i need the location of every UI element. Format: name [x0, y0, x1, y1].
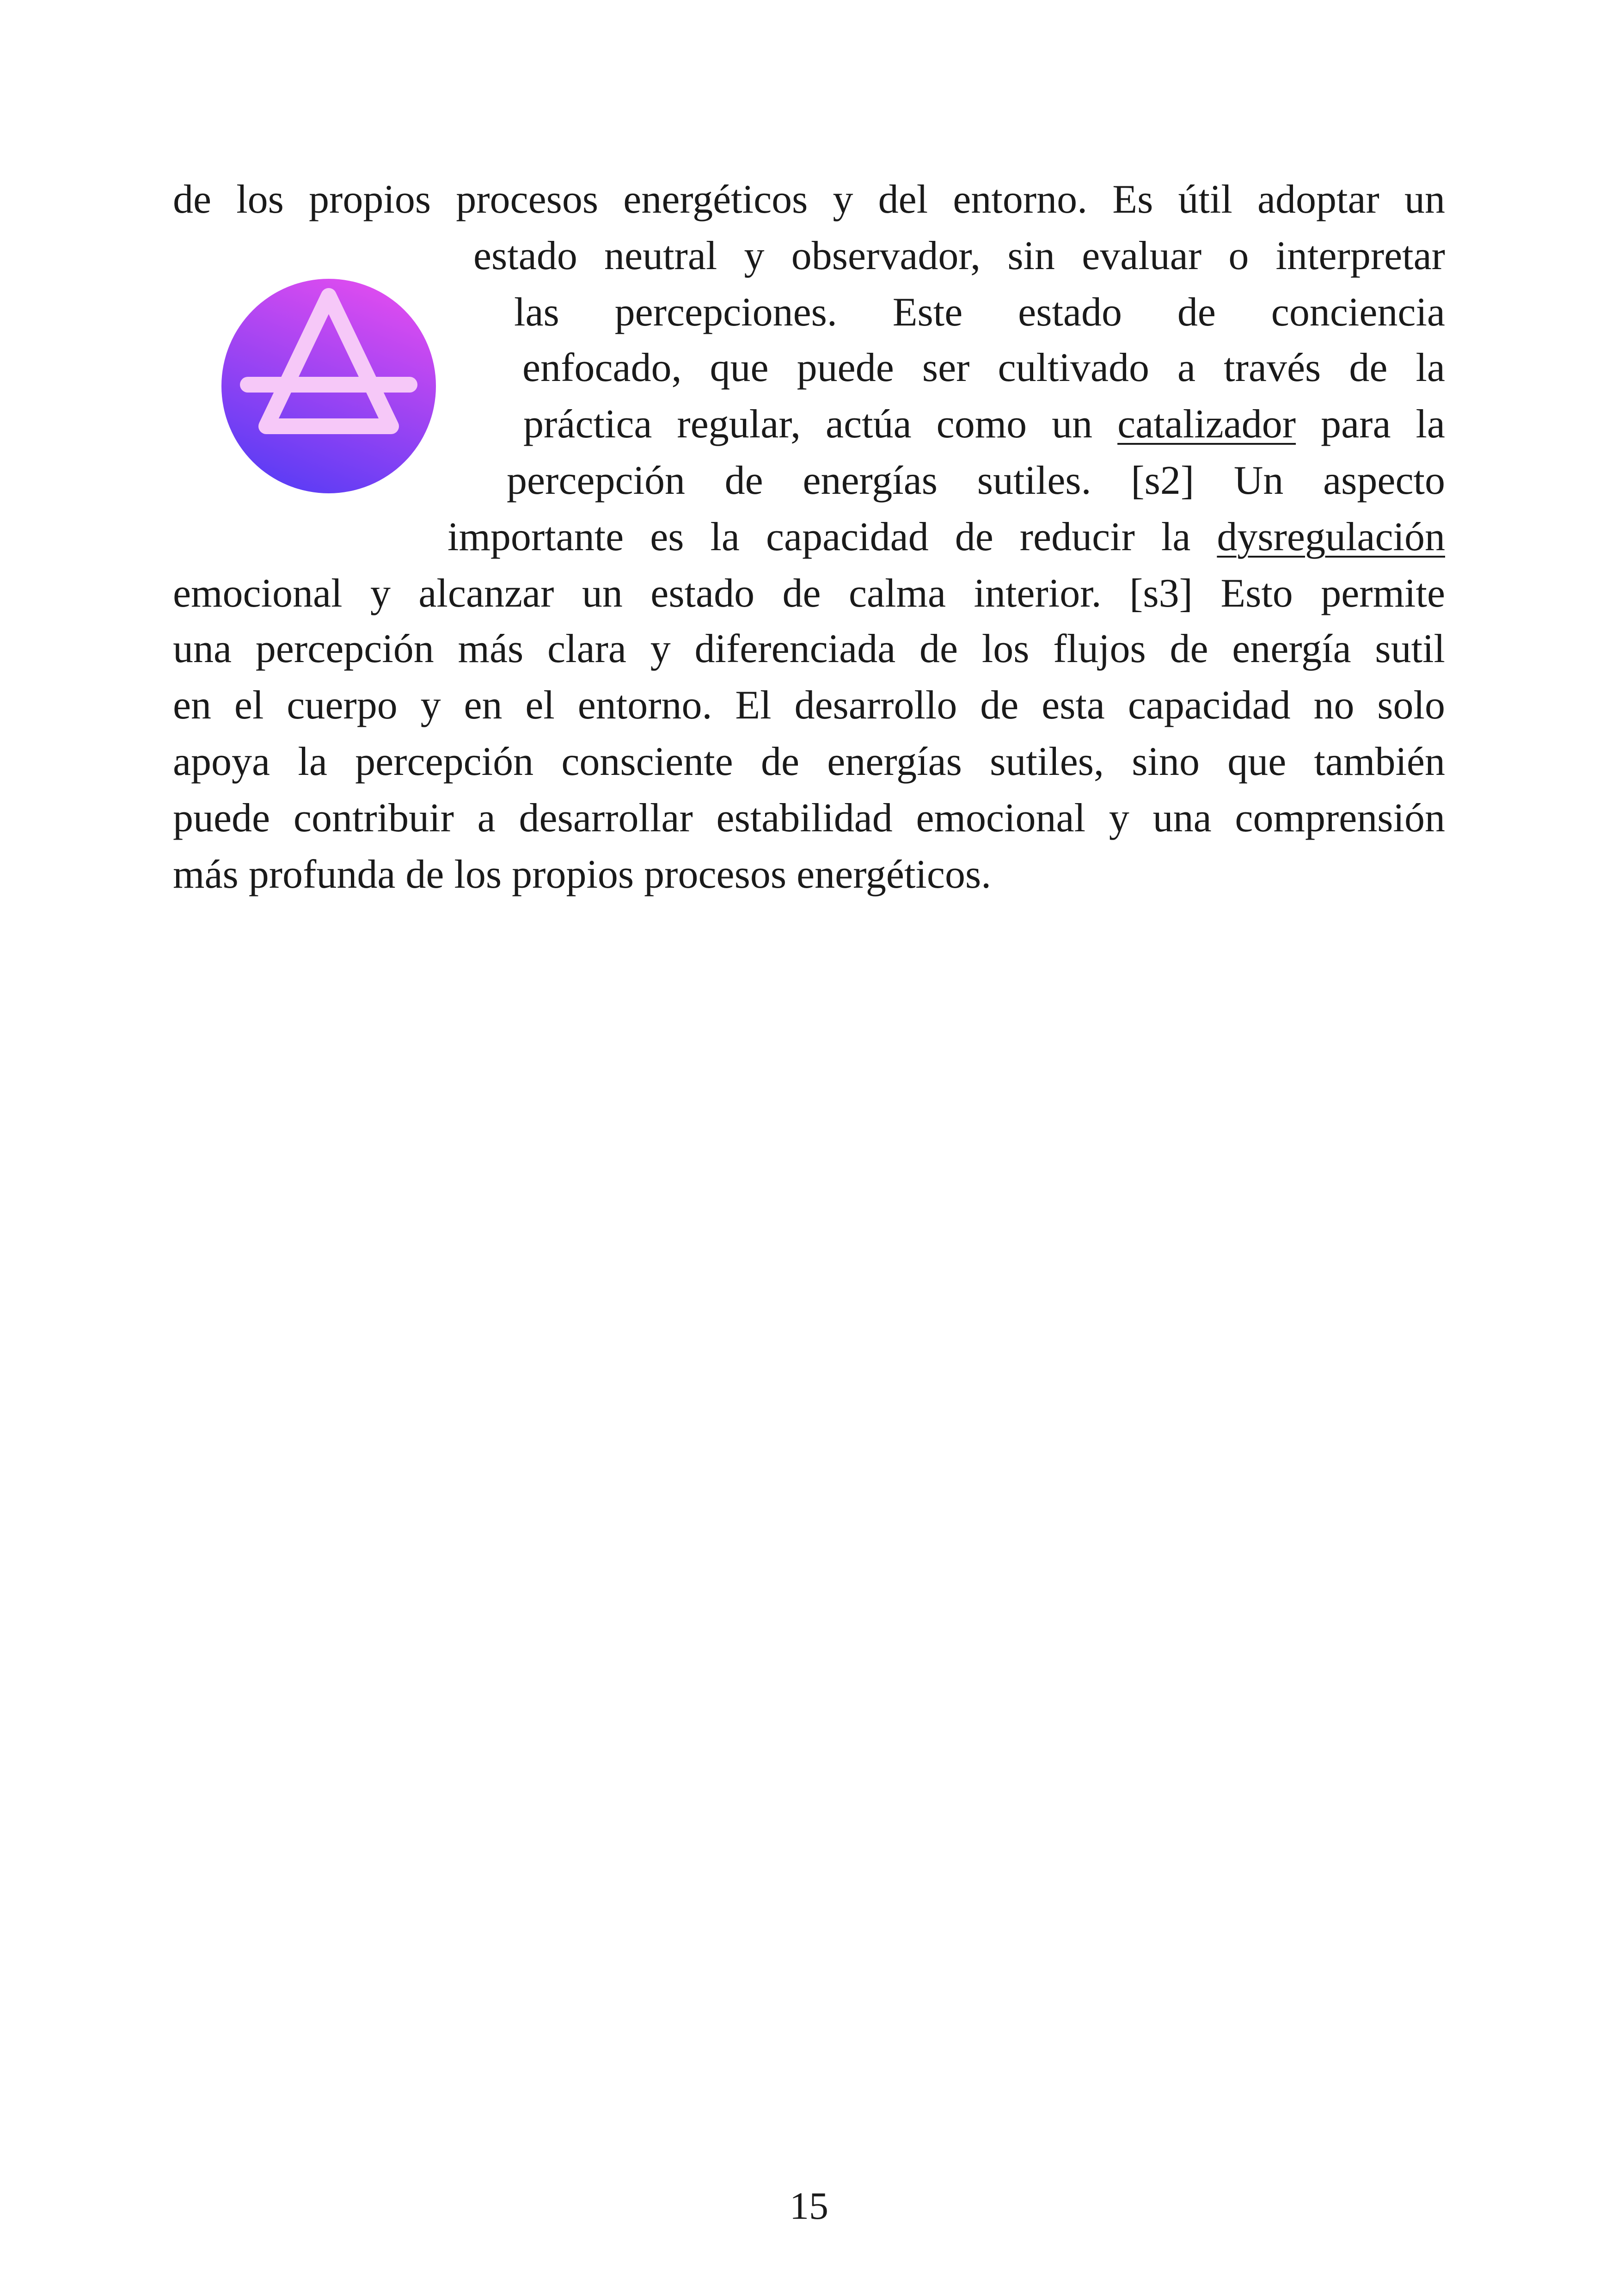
air-triangle-icon: [220, 277, 437, 495]
glossary-link[interactable]: dysregulación: [1217, 515, 1445, 559]
text-line: [447, 514, 1445, 560]
text-run: en el cuerpo y en el entorno. El desarrollo de esta capacidad no solo: [173, 683, 1445, 728]
text-run: apoya la percepción consciente de energías sutiles, sino que también: [173, 739, 1445, 784]
text-run: enfocado, que puede ser cultivado a través de la: [522, 345, 1445, 390]
text-run: más profunda de los propios procesos energéticos.: [173, 852, 992, 897]
text-run: práctica regular, actúa como un: [523, 402, 1118, 447]
text-run: de los propios procesos energéticos y del entorno. Es útil adoptar un: [173, 177, 1445, 222]
text-line: [507, 458, 1445, 504]
text-run: las percepciones. Este estado de conciencia: [514, 290, 1445, 335]
text-line: [173, 682, 1445, 729]
text-line: [173, 739, 1445, 785]
text-line: [514, 289, 1445, 336]
text-run: para la: [1296, 402, 1445, 447]
text-run: emocional y alcanzar un estado de calma interior. [s3] Esto permite: [173, 571, 1445, 616]
text-line: [173, 177, 1445, 223]
text-line: [522, 345, 1445, 391]
text-line: [523, 401, 1445, 448]
text-line: [173, 571, 1445, 617]
text-line: [173, 852, 1445, 898]
text-line: [173, 795, 1445, 841]
text-run: puede contribuir a desarrollar estabilidad emocional y una comprensión: [173, 796, 1445, 841]
text-run: una percepción más clara y diferenciada de los flujos de energía sutil: [173, 626, 1445, 671]
text-line: [473, 233, 1445, 279]
text-run: percepción de energías sutiles. [s2] Un aspecto: [507, 458, 1445, 503]
text-run: estado neutral y observador, sin evaluar o interpretar: [473, 233, 1445, 278]
text-run: importante es la capacidad de reducir la: [447, 515, 1217, 559]
page-number: 15: [790, 2185, 828, 2228]
glossary-link[interactable]: catalizador: [1117, 402, 1296, 447]
text-line: [173, 626, 1445, 672]
